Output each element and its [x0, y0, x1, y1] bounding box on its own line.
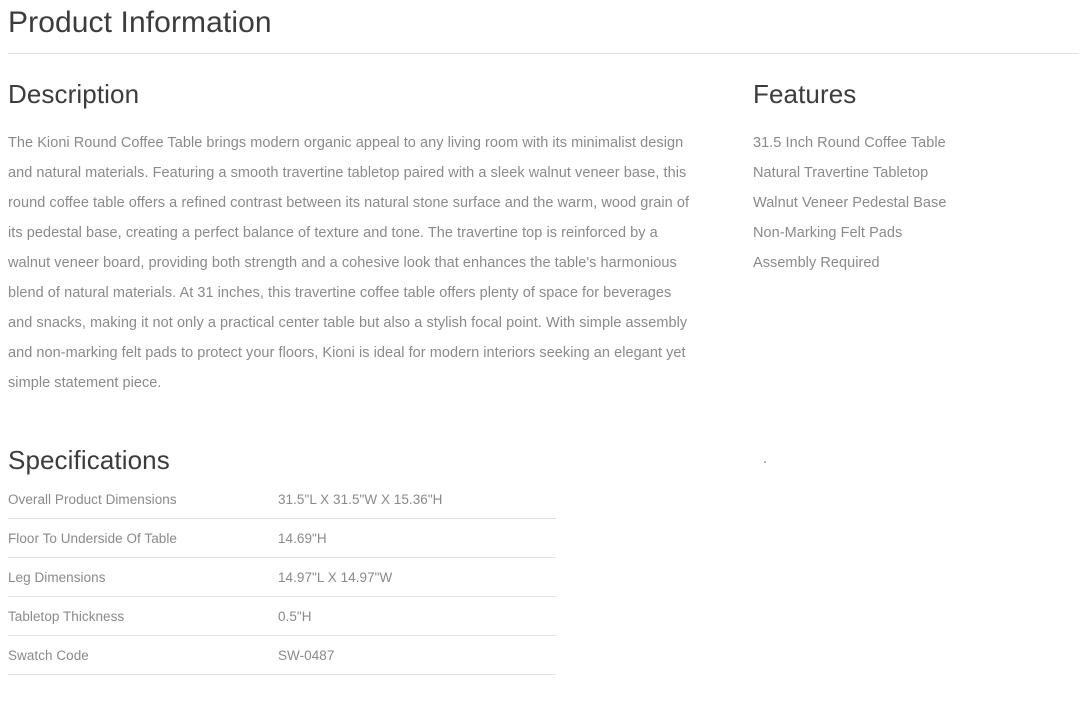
list-item: Non-Marking Felt Pads: [753, 224, 903, 241]
page-title: Product Information: [8, 6, 272, 39]
spec-value: 31.5"L X 31.5"W X 15.36"H: [278, 491, 443, 507]
spec-value: 14.69"H: [278, 530, 327, 546]
table-row: [8, 488, 556, 519]
description-body: The Kioni Round Coffee Table brings modern organic appeal to any living room with its minimalist design and natural materials. Featuring a smooth travertine tabletop paired with a sleek walnut veneer base, this round coffee table offers a refined contrast between its natural stone surface and the warm, wood grain of its pedestal base, creating a perfect balance of texture and tone. The travertine top is reinforced by a walnut veneer board, providing both strength and a cohesive look that enhances the table's harmonious blend of natural materials. At 31 inches, this travertine coffee table offers plenty of space for beverages and snacks, making it not only a practical center table but also a stylish focal point. With simple assembly and non-marking felt pads to protect your floors, Kioni is ideal for modern interiors seeking an elegant yet simple statement piece.: [8, 134, 690, 391]
description-heading: Description: [8, 79, 140, 109]
spec-label: Swatch Code: [8, 647, 89, 663]
spec-label: Floor To Underside Of Table: [8, 530, 177, 546]
spec-label: Overall Product Dimensions: [8, 491, 177, 507]
table-row: [8, 635, 556, 674]
spec-value: 0.5"H: [278, 608, 312, 624]
list-item: Assembly Required: [753, 254, 880, 271]
table-row: [8, 557, 556, 596]
list-item: Walnut Veneer Pedestal Base: [753, 194, 947, 211]
right-column: [698, 54, 1079, 278]
dot-marker-icon: [764, 461, 766, 463]
spec-value: SW-0487: [278, 647, 335, 663]
product-information-page: [0, 6, 1087, 723]
spec-label: Tabletop Thickness: [8, 608, 125, 624]
features-heading: Features: [753, 79, 857, 109]
content-columns: [8, 54, 1079, 675]
specifications-table: [8, 488, 556, 675]
specifications-heading: Specifications: [8, 444, 170, 475]
left-column: [8, 54, 698, 675]
table-row: [8, 518, 556, 557]
list-item: 31.5 Inch Round Coffee Table: [753, 134, 946, 151]
list-item: Natural Travertine Tabletop: [753, 164, 929, 181]
spec-value: 14.97"L X 14.97"W: [278, 569, 393, 585]
spec-label: Leg Dimensions: [8, 569, 106, 585]
features-list: [753, 128, 1079, 278]
table-row: [8, 596, 556, 635]
